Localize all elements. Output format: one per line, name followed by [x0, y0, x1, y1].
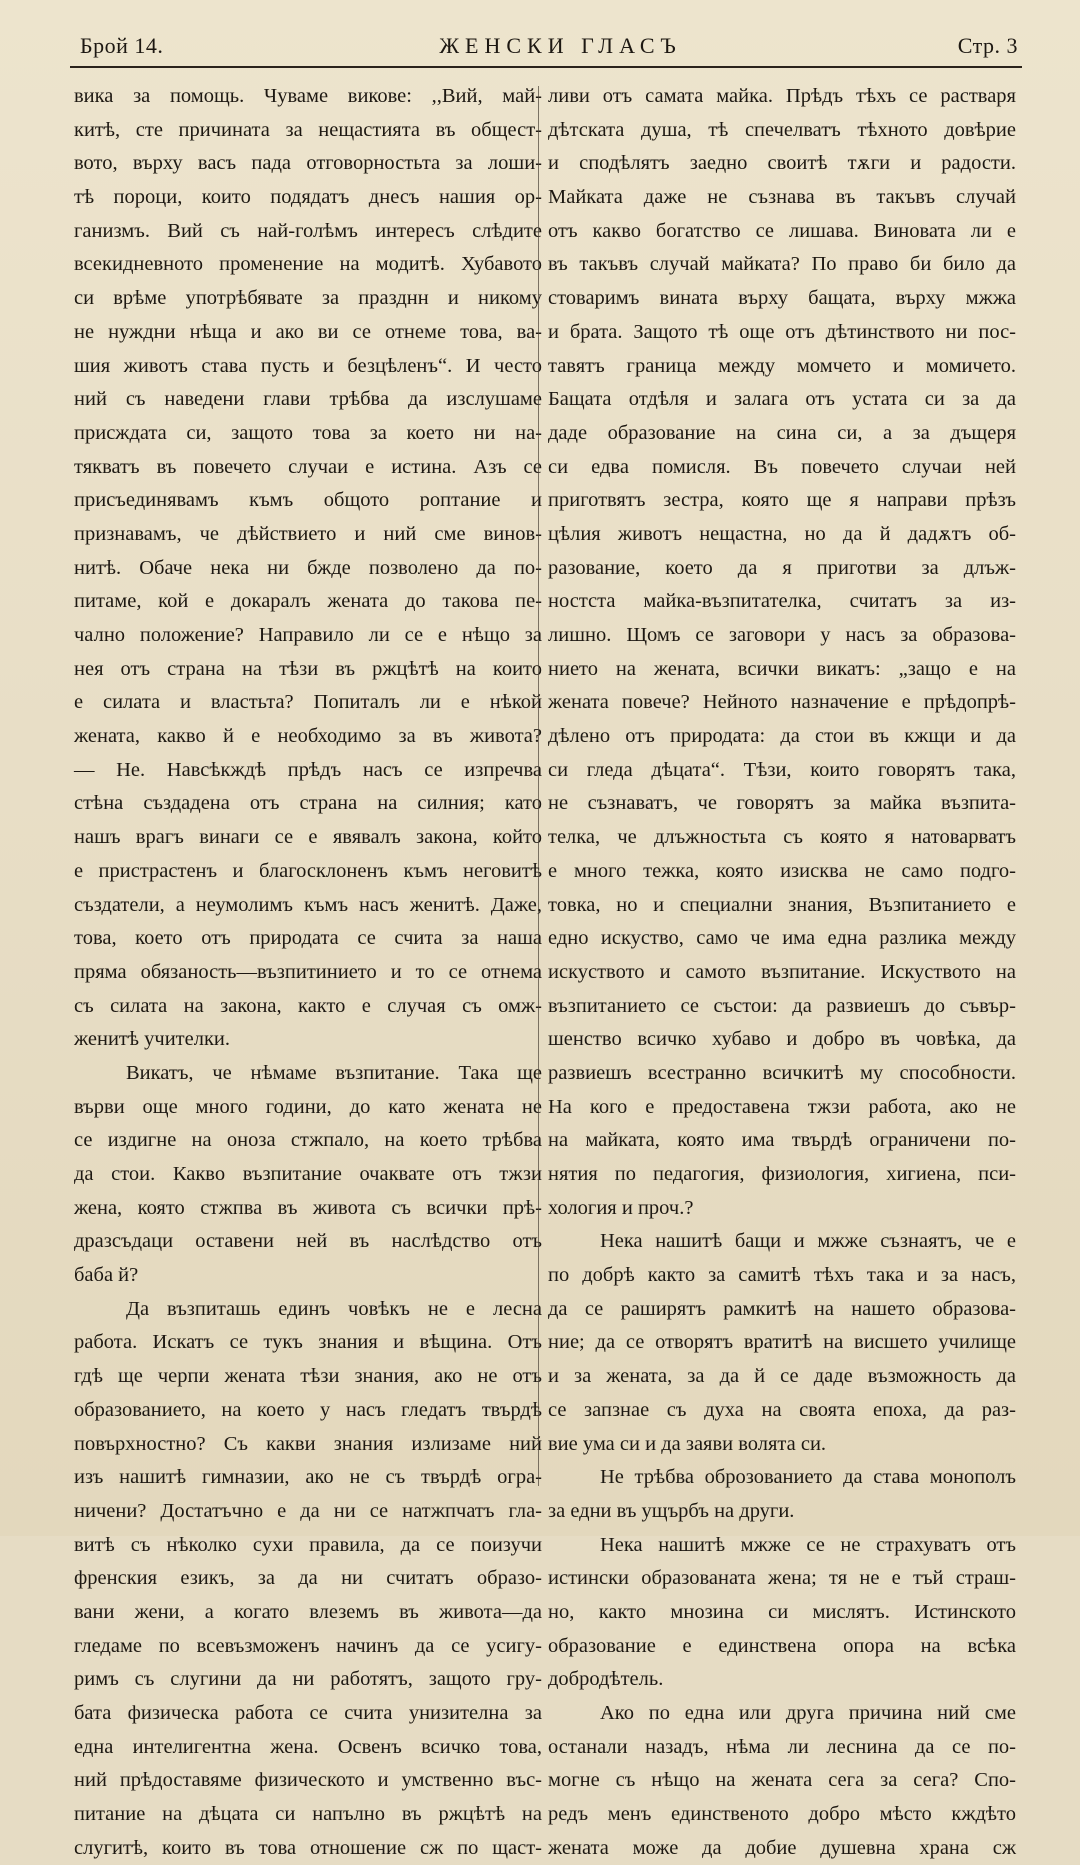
text-line: съ силата на закона, както е случая съ омж- [74, 994, 542, 1017]
text-line: вика за помощь. Чуваме викове: ,,Вий, май- [74, 85, 542, 107]
text-line: Майката даже не съзнава въ такъвъ случай [548, 186, 1016, 209]
text-line: слугитѣ, които въ това отношение сж по щаст- [74, 1836, 542, 1859]
text-line: разование, което да я приготви за длъж- [548, 556, 1016, 579]
text-line: изъ нашитѣ гимназии, ако не съ твърдѣ огра- [74, 1466, 542, 1489]
text-line: гледаме по всевъзможенъ начинъ да се усигу- [74, 1634, 542, 1657]
text-line: пряма обязаность—възпитинието и то се отнема [74, 960, 542, 983]
text-line: френския езикъ, за да ни считатъ образо- [74, 1567, 542, 1590]
text-line: римъ съ слугини да ни работятъ, защото гру- [74, 1668, 542, 1691]
text-line: дѣлено отъ природата: да стои въ кжщи и да [548, 725, 1016, 748]
text-line: — Не. Навсѣкждѣ прѣдъ насъ се изпречва [74, 758, 542, 781]
text-line: се запзнае съ духа на своята епоха, да раз- [548, 1398, 1016, 1421]
text-line: едно искуство, само че има една разлика между [548, 927, 1016, 950]
text-line: ничени? Достатъчно е да ни се натжпчатъ гла- [74, 1499, 542, 1522]
text-line: чално положение? Направило ли се е нѣщо за [74, 624, 542, 646]
text-line: стоваримъ вината върху бащата, върху мжжа [548, 287, 1016, 310]
text-line: телка, че длъжностьта съ която я натоварватъ [548, 826, 1016, 849]
text-line: могне съ нѣщо на жената сега за сега? Спо- [548, 1769, 1016, 1792]
text-line: е силата и властьта? Попиталъ ли е нѣкой [74, 691, 542, 714]
text-line: ностста майка-възпитателка, считатъ за из- [548, 590, 1016, 613]
text-line: нея отъ страна на тѣзи въ ржцѣтѣ на които [74, 657, 542, 680]
text-line: вие ума си и да заяви волята си. [548, 1432, 827, 1455]
text-line: възпитанието се състои: да развиешъ до съвър- [548, 994, 1016, 1017]
text-line: искуството и самото възпитание. Искуството на [548, 960, 1016, 983]
text-line: е пристрастенъ и благосклоненъ къмъ неговитѣ [74, 859, 542, 882]
text-line: ний прѣдоставяме физическото и умственно въс- [74, 1769, 542, 1792]
text-line: присъединявамъ къмъ общото роптание и [74, 489, 542, 512]
header-rule [70, 66, 1022, 68]
text-line: редъ менъ единственото добро мѣсто кждѣто [548, 1803, 1016, 1826]
text-line: Не трѣбва оброзованието да става монополъ [600, 1466, 1016, 1489]
text-line: баба й? [74, 1264, 139, 1287]
text-line: да стои. Какво възпитание очаквате отъ тжзи [74, 1163, 542, 1185]
text-line: бата физическа работа се счита унизителна за [74, 1702, 542, 1724]
text-line: Нека нашитѣ бащи и мжже съзнаятъ, че е [600, 1230, 1016, 1253]
page-header [80, 26, 1018, 66]
text-line: присждата си, защото това за което ни на- [74, 421, 542, 444]
text-line: не нуждни нѣща и ако ви се отнеме това, ва- [74, 320, 542, 343]
text-line: ний съ наведени глави трѣбва да изслушаме [74, 388, 542, 411]
text-line: жената може да добие душевна храна сж [548, 1836, 1016, 1859]
text-line: за едни въ ущърбъ на други. [548, 1499, 795, 1522]
text-line: върви още много години, до като жената не [74, 1095, 542, 1118]
text-line: Ако по една или друга причина ний сме [600, 1702, 1016, 1724]
text-line: ние; да се отворятъ вратитѣ на висшето училище [548, 1331, 1016, 1354]
text-line: шенство всичко хубаво и добро въ човѣка, да [548, 1028, 1016, 1051]
text-line: всекидневното променение на модитѣ. Хубавото [74, 253, 542, 276]
text-line: нятия по педагогия, физиология, хигиена, пси- [548, 1163, 1016, 1185]
text-line: работа. Искатъ се тукъ знания и вѣщина. Отъ [74, 1331, 542, 1354]
text-line: вани жени, а когато влеземъ въ живота—да [74, 1600, 542, 1623]
text-line: цѣлия животъ нещастна, но да й дадѫтъ об- [548, 522, 1016, 545]
text-line: нашъ врагъ винаги се е явявалъ закона, който [74, 826, 542, 849]
text-line: женитѣ учителки. [74, 1028, 231, 1051]
text-line: жена, която стжпва въ живота съ всички прѣ- [74, 1196, 542, 1219]
text-line: вото, върху васъ пада отговорностьта за лоши- [74, 152, 542, 175]
text-line: образованието, на което у насъ гледатъ твърдѣ [74, 1398, 542, 1421]
text-line: китѣ, сте причината за нещастията въ общест- [74, 118, 542, 141]
text-line: тавятъ граница между момчето и момичето. [548, 354, 1016, 377]
text-line: дразсъдаци оставени ней въ наслѣдство отъ [74, 1230, 542, 1253]
text-line: не съзнаватъ, че говорятъ за майка възпита- [548, 792, 1016, 815]
text-line: Бащата отдѣля и залага отъ устата си за да [548, 388, 1016, 411]
text-line: е много тежка, която изисква не само подго- [548, 859, 1016, 882]
text-line: Викатъ, че нѣмаме възпитание. Така ще [126, 1061, 542, 1084]
text-line: отъ какво богатство се лишава. Виновата ли е [548, 219, 1016, 242]
text-line: повърхностно? Съ какви знания излизаме ний [74, 1432, 542, 1455]
text-line: Да възпиташь единъ човѣкъ не е лесна [126, 1297, 542, 1320]
text-line: витѣ съ нѣколко сухи правила, да се поизучи [74, 1533, 542, 1556]
text-line: ганизмъ. Вий съ най-голѣмъ интересъ слѣдите [74, 219, 542, 242]
text-line: нитѣ. Обаче нека ни бжде позволено да по- [74, 556, 542, 579]
text-line: да се раширятъ рамкитѣ на нашето образова- [548, 1297, 1016, 1320]
text-line: шия животъ става пусть и безцѣленъ“. И често [74, 354, 542, 377]
text-line: си гледа дѣцата“. Тѣзи, които говорятъ така, [548, 758, 1016, 781]
left-column [74, 80, 542, 1859]
text-line: си едва помисля. Въ повечето случаи ней [548, 455, 1016, 478]
text-line: нието на жената, всички викатъ: „защо е на [548, 657, 1016, 680]
text-line: жената повече? Нейното назначение е прѣдопрѣ- [548, 691, 1016, 714]
text-line: истински образованата жена; тя не е тъй страш- [548, 1567, 1016, 1590]
text-line: и сподѣлятъ заедно своитѣ тѫги и радости. [548, 152, 1016, 175]
text-line: признавамъ, че дѣйствието и ний сме винов- [74, 522, 542, 545]
text-line: и брата. Защото тѣ още отъ дѣтинството ни пос- [548, 320, 1016, 343]
text-line: жената, какво й е необходимо за въ живота? [74, 725, 542, 748]
text-line: тѣ пороци, които подядатъ днесъ нашия ор- [74, 186, 542, 209]
text-line: по добрѣ както за самитѣ тѣхъ така и за насъ, [548, 1264, 1016, 1287]
text-line: си врѣме употрѣбявате за празднн и никому [74, 287, 542, 310]
text-line: Нека нашитѣ мжже се не страхуватъ отъ [600, 1533, 1016, 1556]
text-line: образование е единствена опора на всѣка [548, 1634, 1016, 1657]
text-line: хология и проч.? [548, 1196, 694, 1219]
text-line: и за жената, за да й се даде възможность да [548, 1365, 1016, 1388]
text-line: питание на дѣцата си напълно въ ржцѣтѣ на [74, 1803, 542, 1826]
column-divider [538, 86, 539, 1486]
page-number: Стр. 3 [957, 33, 1018, 58]
text-line: на майката, която има твърдѣ ограничени по- [548, 1129, 1016, 1152]
text-line: въ такъвъ случай майката? По право би било да [548, 253, 1016, 276]
text-line: тякватъ въ повечето случаи е истина. Азъ се [74, 455, 542, 478]
text-line: стѣна създадена отъ страна на силния; като [74, 792, 542, 815]
newspaper-title: ЖЕНСКИ ГЛАСЪ [439, 33, 682, 58]
text-line: една интелигентна жена. Освенъ всичко това, [74, 1735, 542, 1758]
text-line: добродѣтель. [548, 1668, 664, 1691]
text-line: даде образование на сина си, а за дъщеря [548, 421, 1016, 444]
text-line: питаме, кой е докаралъ жената до такова пе- [74, 590, 542, 613]
text-line: гдѣ ще черпи жената тѣзи знания, ако не отъ [74, 1365, 542, 1388]
text-line: На кого е предоставена тжзи работа, ако не [548, 1095, 1016, 1118]
text-line: приготвятъ зестра, която ще я направи прѣзъ [548, 489, 1016, 512]
text-line: създатели, а неумолимъ къмъ насъ женитѣ. Даже, [74, 893, 542, 916]
text-line: но, както мнозина си мислятъ. Истинското [548, 1600, 1016, 1623]
text-line: дѣтската душа, тѣ спечелватъ тѣхното довѣрие [548, 118, 1016, 141]
issue-number: Брой 14. [80, 33, 164, 58]
right-column [548, 80, 1016, 1859]
text-line: развиешъ всестранно всичкитѣ му способности. [548, 1061, 1016, 1084]
text-line: ливи отъ самата майка. Прѣдъ тѣхъ се растваря [548, 85, 1016, 107]
text-line: се издигне на оноза стжпало, на което трѣбва [74, 1129, 542, 1152]
text-line: лишно. Щомъ се заговори у насъ за образова- [548, 624, 1016, 646]
text-line: товка, но и специални знания, Възпитанието е [548, 893, 1016, 916]
text-line: останали назадъ, нѣма ли леснина да се по- [548, 1735, 1016, 1758]
text-line: това, което отъ природата се счита за наша [74, 927, 542, 950]
